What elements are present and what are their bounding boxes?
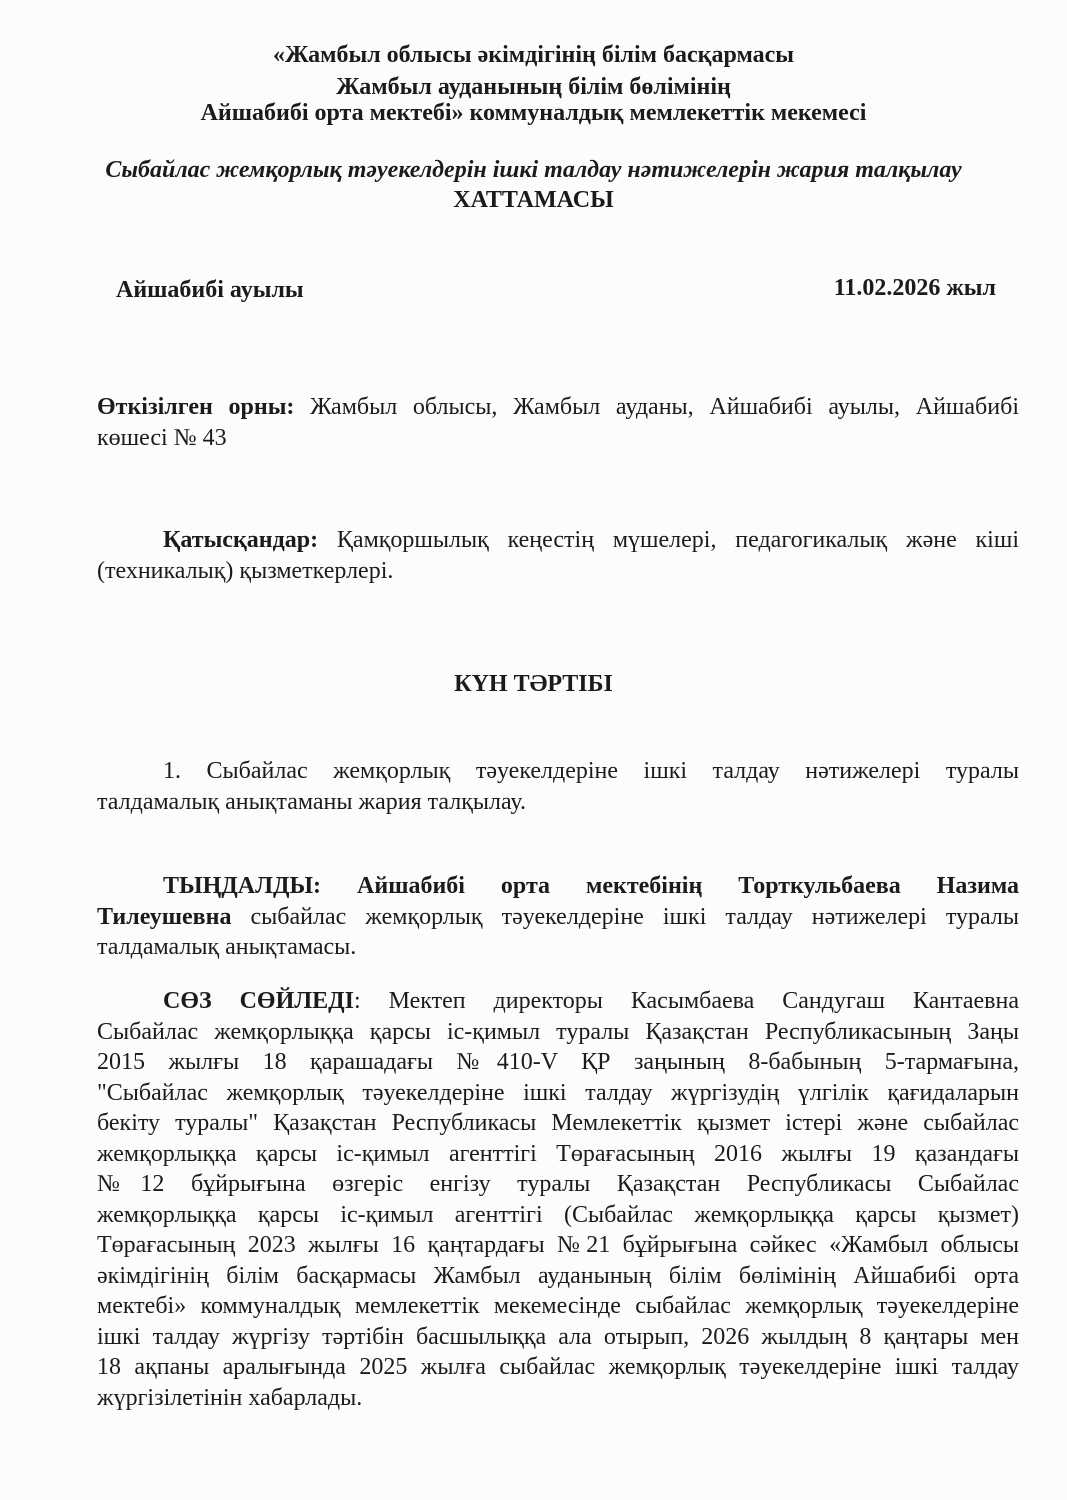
org-line-3: Айшабибі орта мектебі» коммуналдық мемлекеттік мекемесі bbox=[200, 100, 867, 126]
spoke-line-10: мектебі» коммуналдық мемлекеттік мекемесінде сыбайлас жемқорлық тәуекелдеріне bbox=[97, 1293, 1019, 1319]
heard-paragraph bbox=[97, 871, 1019, 963]
spoke-line-3: "Сыбайлас жемқорлық тәуекелдеріне ішкі талдау жүргізудің үлгілік қағидаларын bbox=[97, 1079, 1019, 1106]
participants-label: Қатысқандар: bbox=[163, 527, 319, 553]
spoke-line-0: : Мектеп директоры Касымбаева Сандугаш Кантаевна bbox=[354, 988, 1019, 1014]
agenda-heading: КҮН ТӘРТІБІ bbox=[454, 671, 613, 697]
spoke-line-6: №12 бұйрығына өзгеріс енгізу туралы Қазақстан Республикасы Сыбайлас bbox=[97, 1171, 1019, 1197]
spoke-paragraph bbox=[97, 986, 1019, 1413]
participants-text-2: (техникалық) қызметкерлері. bbox=[97, 557, 394, 584]
spoke-line-5: жемқорлыққа қарсы іс-қимыл агенттігі Төрағасының 2016 жылғы 19 қазандағы bbox=[97, 1140, 1019, 1167]
heard-speaker-2: Тилеушевна bbox=[97, 903, 232, 930]
org-line-1: «Жамбыл облысы әкімдігінің білім басқармасы bbox=[272, 42, 795, 68]
participants-text-1: Қамқоршылық кеңестің мүшелері, педагогикалық және кіші bbox=[318, 527, 1019, 553]
spoke-line-9: әкімдігінің білім басқармасы Жамбыл ауданының білім бөлімінің Айшабибі орта bbox=[97, 1262, 1019, 1289]
spoke-line-11: ішкі талдау жүргізу тәртібін басшылыққа ала отырып, 2026 жылдың 8 қаңтары мен bbox=[97, 1323, 1019, 1350]
spoke-line-12: 18 ақпаны аралығында 2025 жылға сыбайлас жемқорлық тәуекелдеріне ішкі талдау bbox=[97, 1354, 1019, 1380]
heard-label: ТЫҢДАЛДЫ: bbox=[163, 873, 322, 899]
participants-paragraph bbox=[97, 525, 1019, 586]
org-line-2: Жамбыл ауданының білім бөлімінің bbox=[336, 74, 731, 100]
heard-speaker-1: Айшабибі орта мектебінің Торткульбаева Назима bbox=[321, 873, 1019, 899]
spoke-line-4: бекіту туралы" Қазақстан Республикасы Мемлекеттік қызмет істері және сыбайлас bbox=[97, 1110, 1019, 1136]
agenda-item-1-line-1: 1. Сыбайлас жемқорлық тәуекелдеріне ішкі талдау нәтижелері туралы bbox=[163, 758, 1019, 784]
meeting-place: Айшабибі ауылы bbox=[116, 277, 304, 303]
venue-text-1: Жамбыл облысы, Жамбыл ауданы, Айшабибі ауылы, Айшабибі bbox=[294, 394, 1019, 420]
spoke-line-7: жемқорлыққа қарсы іс-қимыл агенттігі (Сыбайлас жемқорлыққа қарсы қызмет) bbox=[97, 1201, 1019, 1228]
agenda-item-1 bbox=[97, 756, 1019, 817]
heard-text-3: талдамалық анықтамасы. bbox=[97, 934, 357, 960]
meeting-date: 11.02.2026 жыл bbox=[833, 275, 996, 301]
spoke-line-8: Төрағасының 2023 жылғы 16 қаңтардағы №21 бұйрығына сәйкес «Жамбыл облысы bbox=[97, 1232, 1019, 1258]
venue-paragraph bbox=[97, 392, 1019, 453]
document-type: ХАТТАМАСЫ bbox=[453, 187, 614, 213]
agenda-item-1-line-2: талдамалық анықтаманы жария талқылау. bbox=[97, 788, 527, 815]
venue-label: Өткізілген орны: bbox=[97, 394, 295, 420]
document-subject: Сыбайлас жемқорлық тәуекелдерін ішкі талдау нәтижелерін жария талқылау bbox=[105, 157, 962, 183]
spoke-line-2: 2015 жылғы 18 қарашадағы №410-V ҚР заңының 8-бабының 5-тармағына, bbox=[97, 1049, 1019, 1075]
spoke-line-13: жүргізілетінін хабарлады. bbox=[97, 1384, 363, 1411]
venue-text-2: көшесі № 43 bbox=[97, 424, 227, 451]
spoke-label: СӨЗ СӨЙЛЕДІ bbox=[163, 988, 355, 1014]
spoke-line-1: Сыбайлас жемқорлыққа қарсы іс-қимыл туралы Қазақстан Республикасының Заңы bbox=[97, 1018, 1019, 1045]
heard-text-2: сыбайлас жемқорлық тәуекелдеріне ішкі талдау нәтижелері туралы bbox=[231, 903, 1019, 930]
